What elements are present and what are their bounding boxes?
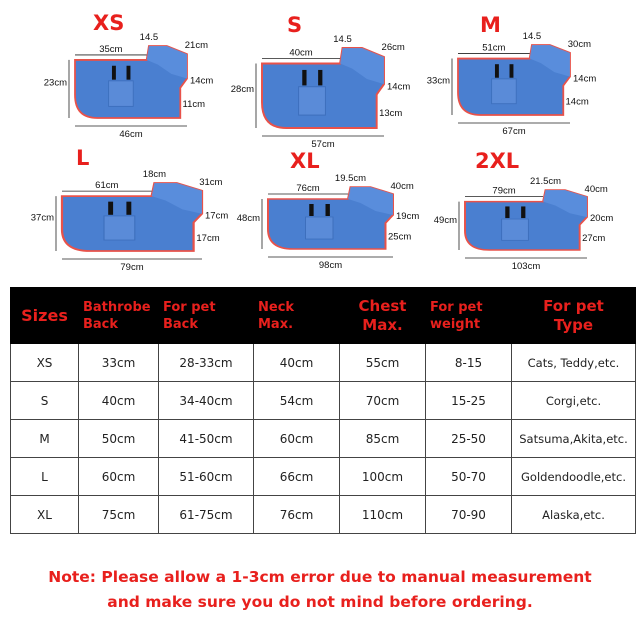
header-bathrobe-back: Bathrobe Back [79, 288, 159, 344]
header-pet-back: For pet Back [159, 288, 254, 344]
cell-pet-type: Cats, Teddy,etc. [512, 344, 636, 382]
header-pet-type: For pet Type [512, 288, 636, 344]
height-dimension-label: 23cm [43, 77, 67, 89]
table-row [11, 420, 636, 458]
back-dimension-label: 35cm [99, 43, 123, 55]
coat-diagram-xl [268, 187, 393, 249]
coat-diagram-m [458, 42, 570, 115]
cell-size: XS [11, 344, 79, 382]
coat-diagram-xs [75, 43, 187, 118]
cell-pet-back: 28-33cm [159, 344, 254, 382]
chest-dimension-label: 20cm [590, 213, 614, 225]
table-row [11, 382, 636, 420]
size-label: L [76, 146, 90, 170]
cell-chest: 55cm [340, 344, 426, 382]
cell-bathrobe-back: 60cm [79, 458, 159, 496]
coat-diagram-2xl [465, 190, 587, 250]
length-dimension-label: 57cm [311, 139, 335, 150]
length-dimension-label: 46cm [119, 129, 143, 140]
cell-size: XL [11, 496, 79, 534]
cell-neck: 40cm [254, 344, 340, 382]
height-dimension-label: 49cm [433, 215, 457, 226]
coat-diagram-l [62, 183, 202, 251]
back-dimension-label: 76cm [296, 183, 320, 194]
length-dimension-label: 79cm [120, 262, 144, 273]
header-neck-max: Neck Max. [254, 288, 340, 344]
note-line-2: and make sure you do not mind before ordering. [107, 593, 533, 611]
cell-chest: 100cm [340, 458, 426, 496]
cell-pet-back: 41-50cm [159, 420, 254, 458]
cell-chest: 70cm [340, 382, 426, 420]
neck-dimension-label: 14.5 [522, 31, 542, 42]
cell-pet-type: Goldendoodle,etc. [512, 458, 636, 496]
chest-dimension-label: 14cm [573, 73, 597, 85]
cell-pet-back: 34-40cm [159, 382, 254, 420]
height-dimension-label: 33cm [426, 75, 450, 87]
back-dimension-label: 79cm [492, 185, 516, 197]
chest-dimension-label: 14cm [190, 75, 214, 87]
length-dimension-label: 103cm [511, 261, 541, 272]
cell-chest: 85cm [340, 420, 426, 458]
header-sizes: Sizes [11, 288, 79, 344]
header-pet-weight: For pet weight [426, 288, 512, 344]
cell-pet-back: 61-75cm [159, 496, 254, 534]
height-dimension-label: 48cm [236, 213, 260, 225]
collar-dimension-label: 40cm [584, 184, 608, 195]
cell-neck: 76cm [254, 496, 340, 534]
coat-diagram-s [262, 48, 384, 128]
back-dimension-label: 51cm [482, 42, 506, 54]
cell-bathrobe-back: 40cm [79, 382, 159, 420]
size-label: XS [93, 11, 125, 35]
length-dimension-label: 67cm [502, 126, 526, 137]
note-line-1: Note: Please allow a 1-3cm error due to manual measurement [48, 568, 592, 586]
neck-dimension-label: 18cm [142, 169, 167, 180]
size-table [10, 287, 636, 534]
belly-dimension-label: 11cm [182, 99, 206, 111]
cell-weight: 25-50 [426, 420, 512, 458]
table-row [11, 458, 636, 496]
table-row [11, 496, 636, 534]
cell-neck: 66cm [254, 458, 340, 496]
size-label: S [287, 13, 303, 37]
neck-dimension-label: 14.5 [333, 34, 352, 45]
collar-dimension-label: 21cm [184, 40, 208, 51]
cell-chest: 110cm [340, 496, 426, 534]
chest-dimension-label: 14cm [387, 81, 411, 93]
belly-dimension-label: 25cm [388, 231, 412, 243]
neck-dimension-label: 14.5 [139, 32, 159, 43]
table-row [11, 344, 636, 382]
belly-dimension-label: 14cm [565, 96, 589, 108]
collar-dimension-label: 31cm [199, 177, 223, 188]
back-dimension-label: 40cm [289, 47, 313, 59]
length-dimension-label: 98cm [318, 260, 343, 271]
belly-dimension-label: 13cm [379, 108, 403, 119]
cell-weight: 8-15 [426, 344, 512, 382]
cell-pet-type: Corgi,etc. [512, 382, 636, 420]
cell-weight: 15-25 [426, 382, 512, 420]
cell-size: M [11, 420, 79, 458]
cell-bathrobe-back: 75cm [79, 496, 159, 534]
cell-bathrobe-back: 33cm [79, 344, 159, 382]
cell-weight: 70-90 [426, 496, 512, 534]
cell-pet-type: Alaska,etc. [512, 496, 636, 534]
height-dimension-label: 37cm [30, 212, 54, 224]
neck-dimension-label: 21.5cm [529, 176, 562, 187]
chest-dimension-label: 19cm [396, 211, 420, 223]
cell-neck: 60cm [254, 420, 340, 458]
belly-dimension-label: 27cm [582, 233, 606, 244]
cell-pet-back: 51-60cm [159, 458, 254, 496]
size-label: 2XL [475, 149, 520, 173]
neck-dimension-label: 19.5cm [334, 173, 367, 184]
chest-dimension-label: 17cm [205, 210, 229, 222]
cell-size: L [11, 458, 79, 496]
header-chest-max: Chest Max. [340, 288, 426, 344]
collar-dimension-label: 30cm [567, 39, 591, 50]
cell-neck: 54cm [254, 382, 340, 420]
size-label: M [480, 13, 501, 37]
size-diagrams [0, 0, 640, 285]
height-dimension-label: 28cm [230, 84, 254, 95]
cell-weight: 50-70 [426, 458, 512, 496]
collar-dimension-label: 40cm [390, 181, 414, 192]
cell-bathrobe-back: 50cm [79, 420, 159, 458]
table-header-row [11, 288, 636, 344]
size-label: XL [290, 149, 320, 173]
back-dimension-label: 61cm [95, 180, 119, 192]
cell-size: S [11, 382, 79, 420]
cell-pet-type: Satsuma,Akita,etc. [512, 420, 636, 458]
collar-dimension-label: 26cm [381, 42, 405, 53]
belly-dimension-label: 17cm [196, 232, 220, 244]
